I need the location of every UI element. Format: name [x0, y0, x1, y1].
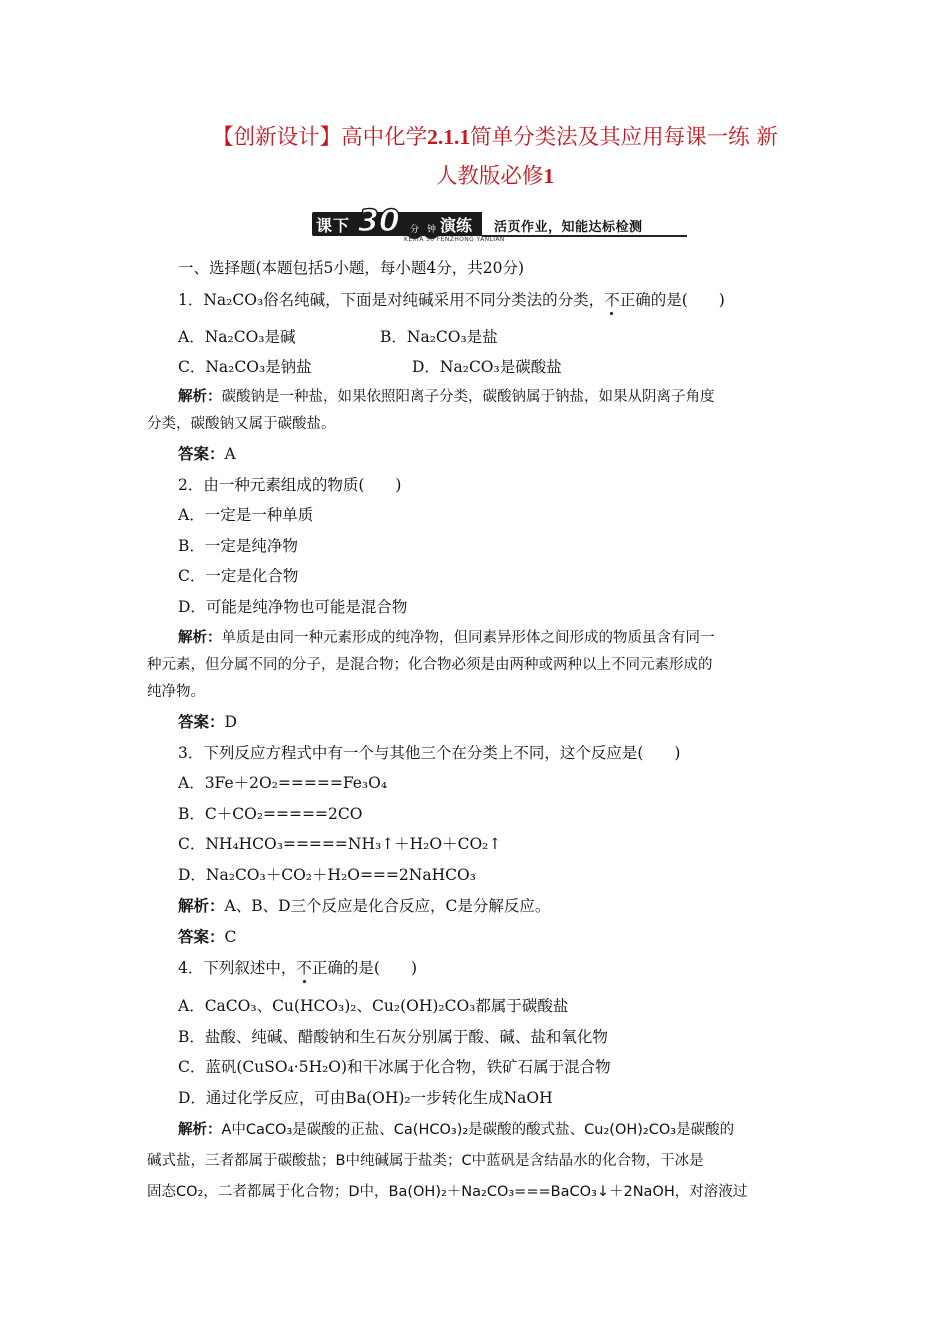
- q1-explanation-2: 分类，碳酸钠又属于碳酸盐。: [147, 416, 336, 432]
- q1-stem: 1．Na₂CO₃俗名纯碱，下面是对纯碱采用不同分类法的分类，不正确的是( ): [178, 291, 725, 309]
- emphasis-dot: 不: [296, 959, 312, 977]
- q2-option-d: D．可能是纯净物也可能是混合物: [178, 598, 408, 616]
- q2-option-c: C．一定是化合物: [178, 567, 299, 585]
- q1-answer: 答案：A: [178, 444, 236, 463]
- q4-explanation-2: 碱式盐，三者都属于碳酸盐；B中纯碱属于盐类；C中蓝矾是含结晶水的化合物，干冰是: [147, 1153, 704, 1169]
- q3-option-a: A．3Fe＋2O₂=====Fe₃O₄: [178, 774, 388, 792]
- banner-number: 30: [358, 204, 400, 239]
- title-line-1: 【创新设计】高中化学2.1.1简单分类法及其应用每课一练 新: [212, 125, 778, 150]
- q2-explanation-1: 解析：单质是由同一种元素形成的纯净物，但同素异形体之间形成的物质虽含有同一: [178, 630, 715, 646]
- banner-unit-a: 分: [406, 222, 423, 239]
- q3-answer: 答案：C: [178, 927, 237, 946]
- q2-explanation-2: 种元素，但分属不同的分子，是混合物；化合物必须是由两种或两种以上不同元素形成的: [147, 657, 713, 673]
- document-title: [170, 118, 820, 196]
- banner-text-left: 课下: [316, 216, 351, 235]
- title-line-2: 人教版必修1: [435, 164, 555, 189]
- q2-option-a: A．一定是一种单质: [178, 506, 314, 524]
- banner-pinyin: KEXIA 30 FENZHONG YANLIAN: [404, 236, 505, 243]
- q1-option-b: B．Na₂CO₃是盐: [380, 328, 498, 346]
- q3-option-b: B．C＋CO₂=====2CO: [178, 805, 363, 823]
- q4-stem: 4．下列叙述中，不正确的是( ): [178, 959, 417, 977]
- q3-explanation-1: 解析：A、B、D三个反应是化合反应，C是分解反应。: [178, 896, 551, 915]
- q4-option-d: D．通过化学反应，可由Ba(OH)₂一步转化生成NaOH: [178, 1089, 553, 1107]
- q1-option-d: D．Na₂CO₃是碳酸盐: [412, 358, 562, 376]
- q3-option-d: D．Na₂CO₃＋CO₂＋H₂O===2NaHCO₃: [178, 866, 476, 884]
- emphasis-dot: 不: [604, 291, 620, 309]
- banner-rule: [482, 235, 687, 237]
- q3-stem: 3．下列反应方程式中有一个与其他三个在分类上不同，这个反应是( ): [178, 744, 681, 762]
- q2-explanation-3: 纯净物。: [147, 684, 205, 700]
- section-heading: 一、选择题(本题包括5小题，每小题4分，共20分): [178, 259, 525, 277]
- banner-unit-b: 钟: [423, 222, 440, 239]
- banner-text-right: 演练: [440, 216, 473, 235]
- q1-explanation-1: 解析：碳酸钠是一种盐，如果依照阳离子分类，碳酸钠属于钠盐，如果从阴离子角度: [178, 389, 715, 405]
- q2-stem: 2．由一种元素组成的物质( ): [178, 476, 402, 494]
- q4-option-a: A．CaCO₃、Cu(HCO₃)₂、Cu₂(OH)₂CO₃都属于碳酸盐: [178, 997, 569, 1015]
- q4-option-c: C．蓝矾(CuSO₄·5H₂O)和干冰属于化合物，铁矿石属于混合物: [178, 1058, 611, 1076]
- banner-slogan: 活页作业，知能达标检测: [494, 220, 643, 235]
- q3-option-c: C．NH₄HCO₃=====NH₃↑＋H₂O＋CO₂↑: [178, 835, 502, 853]
- q4-option-b: B．盐酸、纯碱、醋酸钠和生石灰分别属于酸、碱、盐和氧化物: [178, 1028, 608, 1046]
- section-banner: [312, 204, 687, 243]
- q2-option-b: B．一定是纯净物: [178, 537, 298, 555]
- q1-option-a: A．Na₂CO₃是碱: [178, 328, 296, 346]
- q4-explanation-1: 解析：A中CaCO₃是碳酸的正盐、Ca(HCO₃)₂是碳酸的酸式盐、Cu₂(OH)₂CO₃是碳酸的: [178, 1122, 735, 1138]
- q4-explanation-3: 固态CO₂，二者都属于化合物；D中，Ba(OH)₂＋Na₂CO₃===BaCO₃↓＋2NaOH，对溶液过: [147, 1184, 748, 1200]
- q1-option-c: C．Na₂CO₃是钠盐: [178, 358, 312, 376]
- q2-answer: 答案：D: [178, 712, 237, 731]
